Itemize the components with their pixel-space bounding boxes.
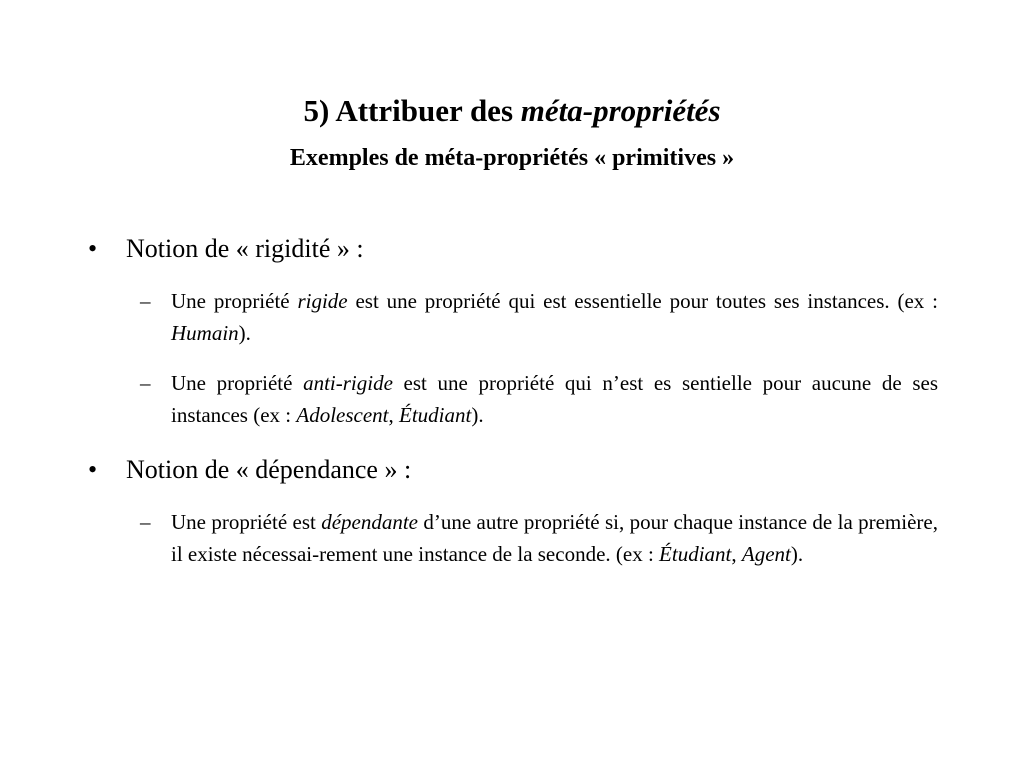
bullet-marker: •	[88, 234, 98, 263]
italic-example: Humain	[171, 321, 239, 345]
bullet-marker: •	[88, 455, 98, 484]
italic-example: Adolescent	[296, 403, 389, 427]
sub-item-text	[171, 367, 938, 431]
italic-term: rigide	[297, 289, 348, 313]
text-run: ,	[388, 403, 400, 427]
sub-item-text	[171, 506, 938, 570]
slide-subtitle: Exemples de méta-propriétés « primitives »	[289, 145, 735, 171]
slide-title	[0, 95, 1024, 126]
text-run: Une propriété	[171, 371, 304, 395]
slide-title-italic: méta-propriétés	[520, 93, 721, 128]
dash-marker: –	[140, 510, 151, 534]
text-run: Une propriété est	[171, 510, 322, 534]
text-run: est une propriété qui n’est es sentielle pour aucune de ses instances (ex :	[171, 371, 938, 427]
italic-example: Étudiant	[399, 403, 472, 427]
sub-item-text	[171, 285, 938, 349]
text-run: Une propriété	[171, 289, 298, 313]
italic-example: Agent	[741, 542, 791, 566]
bullet-label: Notion de « dépendance » :	[126, 455, 412, 484]
dash-marker: –	[140, 289, 151, 313]
italic-term: anti-rigide	[303, 371, 393, 395]
text-run: ).	[238, 321, 251, 345]
slide-title-text: 5) Attribuer des	[303, 93, 521, 128]
bullet-label: Notion de « rigidité » :	[126, 234, 364, 263]
text-run: ).	[471, 403, 484, 427]
italic-example: Étudiant	[659, 542, 732, 566]
italic-term: dépendante	[321, 510, 418, 534]
text-run: ,	[731, 542, 742, 566]
dash-marker: –	[140, 371, 151, 395]
text-run: ).	[790, 542, 804, 566]
text-run: est une propriété qui est essentielle pour toutes ses instances. (ex :	[347, 289, 938, 313]
text-run: d’une autre propriété si, pour chaque instance de la première, il existe nécessai-rement une instance de la seconde. (ex :	[171, 510, 938, 566]
